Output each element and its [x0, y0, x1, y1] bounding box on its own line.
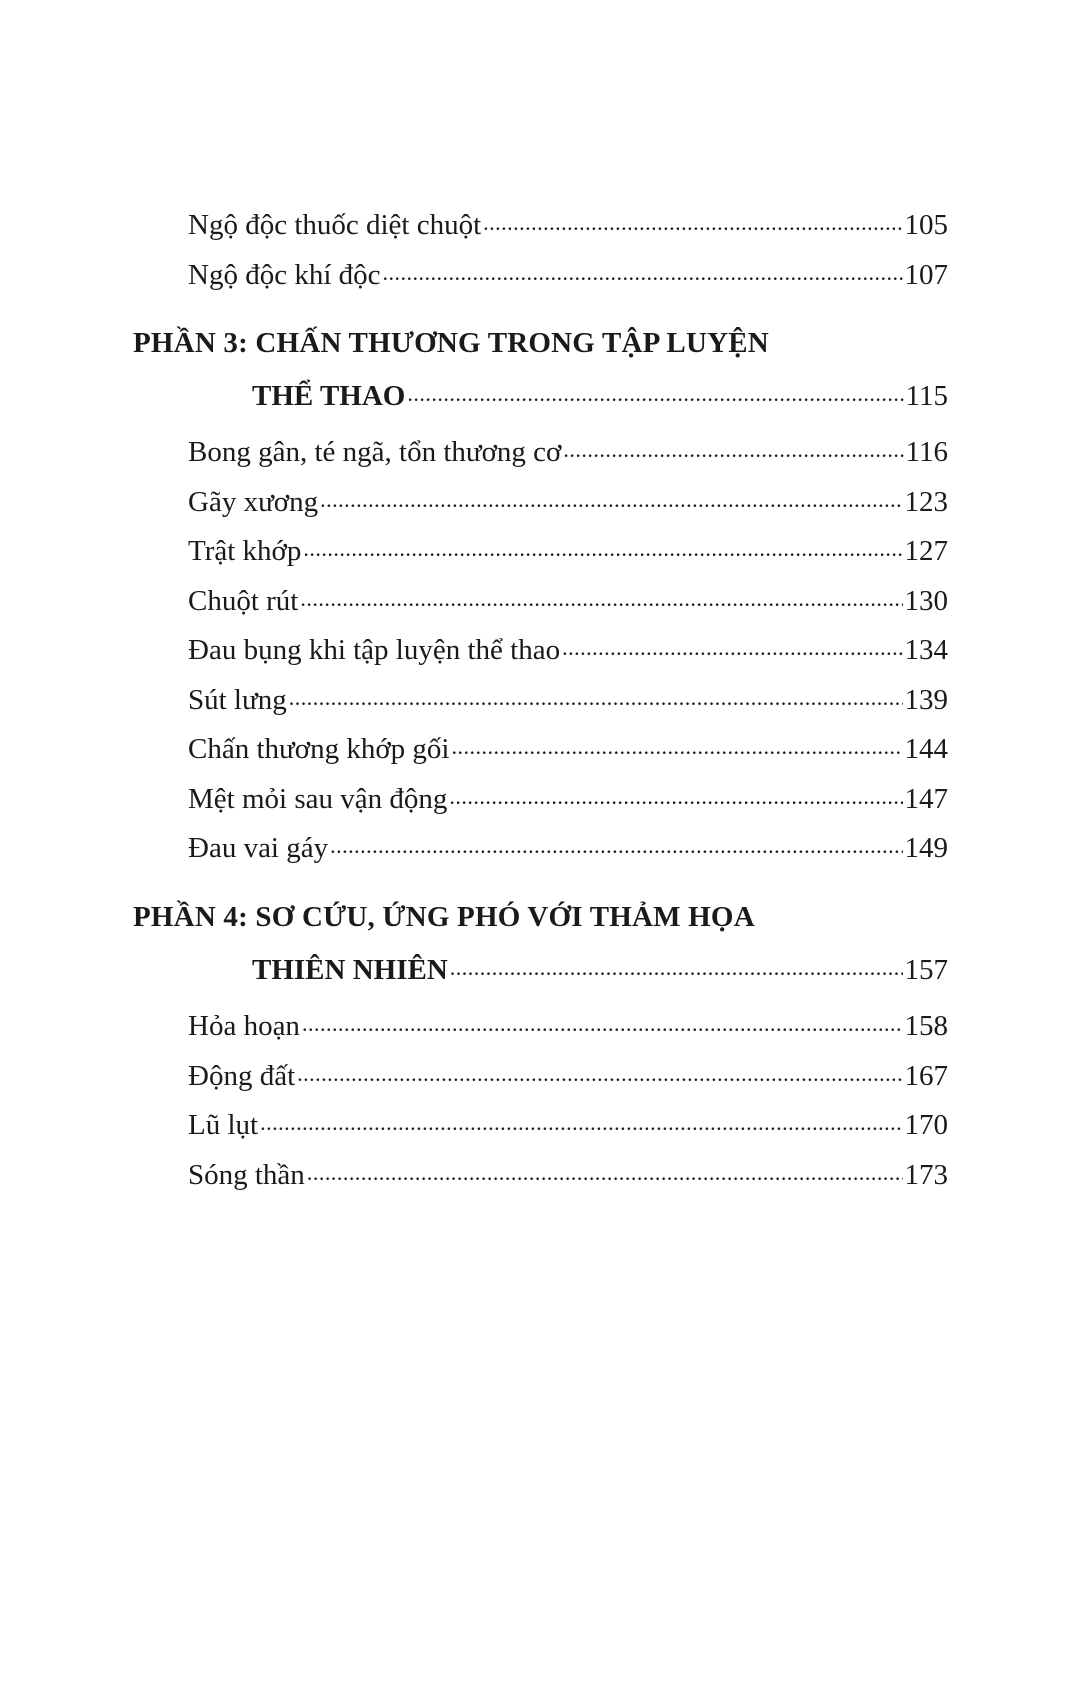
- toc-entry-title: Bong gân, té ngã, tổn thương cơ: [188, 436, 562, 468]
- toc-entry-title: Lũ lụt: [188, 1109, 259, 1141]
- toc-entry-title: Sút lưng: [188, 684, 287, 716]
- toc-entry-page: 149: [904, 832, 948, 864]
- dot-leader: [260, 1098, 902, 1134]
- part4-heading: PHẦN 4: SƠ CỨU, ỨNG PHÓ VỚI THẢM HỌA: [133, 901, 755, 933]
- toc-entry: [188, 425, 948, 470]
- dot-leader: [330, 821, 902, 857]
- toc-entry-page: 158: [904, 1010, 948, 1042]
- toc-entry: [188, 623, 948, 668]
- part4-page: 157: [904, 954, 948, 986]
- part3-heading-continued: [252, 369, 948, 414]
- toc-entry-page: 144: [904, 733, 948, 765]
- toc-entry: [188, 772, 948, 817]
- part3-heading-line2: THỂ THAO: [252, 380, 406, 412]
- toc-entry-title: Ngộ độc thuốc diệt chuột: [188, 209, 482, 241]
- toc-entry: [188, 673, 948, 718]
- dot-leader: [300, 574, 902, 610]
- toc-entry-page: 134: [904, 634, 948, 666]
- toc-entry-page: 116: [905, 436, 948, 468]
- part4-heading-continued: [252, 943, 948, 988]
- toc-entry-title: Đau bụng khi tập luyện thể thao: [188, 634, 561, 666]
- toc-entry-title: Trật khớp: [188, 535, 302, 567]
- toc-entry: [188, 1148, 948, 1193]
- toc-entry-title: Động đất: [188, 1060, 296, 1092]
- dot-leader: [289, 673, 903, 709]
- toc-entry: [188, 524, 948, 569]
- toc-entry: [188, 999, 948, 1044]
- dot-leader: [407, 369, 903, 405]
- dot-leader: [307, 1148, 903, 1184]
- toc-entry: [188, 722, 948, 767]
- toc-entry-page: 123: [904, 486, 948, 518]
- toc-entry-page: 127: [904, 535, 948, 567]
- toc-entry-page: 107: [904, 259, 948, 291]
- toc-entry-title: Mệt mỏi sau vận động: [188, 783, 448, 815]
- dot-leader: [562, 623, 902, 659]
- dot-leader: [320, 475, 902, 511]
- toc-entry-page: 130: [904, 585, 948, 617]
- toc-entry-page: 105: [904, 209, 948, 241]
- toc-entry-page: 173: [904, 1159, 948, 1191]
- toc-entry: [188, 198, 948, 243]
- part3-heading: PHẦN 3: CHẤN THƯƠNG TRONG TẬP LUYỆN: [133, 327, 769, 359]
- toc-entry-page: 170: [904, 1109, 948, 1141]
- part4-heading-line2: THIÊN NHIÊN: [252, 954, 448, 986]
- toc-entry-title: Chuột rút: [188, 585, 299, 617]
- toc-entry-title: Chấn thương khớp gối: [188, 733, 450, 765]
- part3-page: 115: [905, 380, 948, 412]
- toc-entry: [188, 574, 948, 619]
- toc-entry-page: 147: [904, 783, 948, 815]
- toc-entry: [188, 1098, 948, 1143]
- toc-entry-title: Đau vai gáy: [188, 832, 329, 864]
- dot-leader: [483, 198, 902, 234]
- dot-leader: [449, 772, 902, 808]
- toc-entry-title: Hỏa hoạn: [188, 1010, 300, 1042]
- dot-leader: [303, 524, 902, 560]
- toc-entry-title: Ngộ độc khí độc: [188, 259, 381, 291]
- toc-entry: [188, 1049, 948, 1094]
- dot-leader: [297, 1049, 902, 1085]
- dot-leader: [563, 425, 903, 461]
- toc-entry-page: 139: [904, 684, 948, 716]
- dot-leader: [383, 248, 903, 284]
- toc-entry-page: 167: [904, 1060, 948, 1092]
- dot-leader: [451, 722, 902, 758]
- dot-leader: [302, 999, 903, 1035]
- toc-entry-title: Gãy xương: [188, 486, 319, 518]
- toc-entry: [188, 248, 948, 293]
- dot-leader: [450, 943, 903, 979]
- toc-entry: [188, 821, 948, 866]
- toc-entry-title: Sóng thần: [188, 1159, 305, 1191]
- toc-entry: [188, 475, 948, 520]
